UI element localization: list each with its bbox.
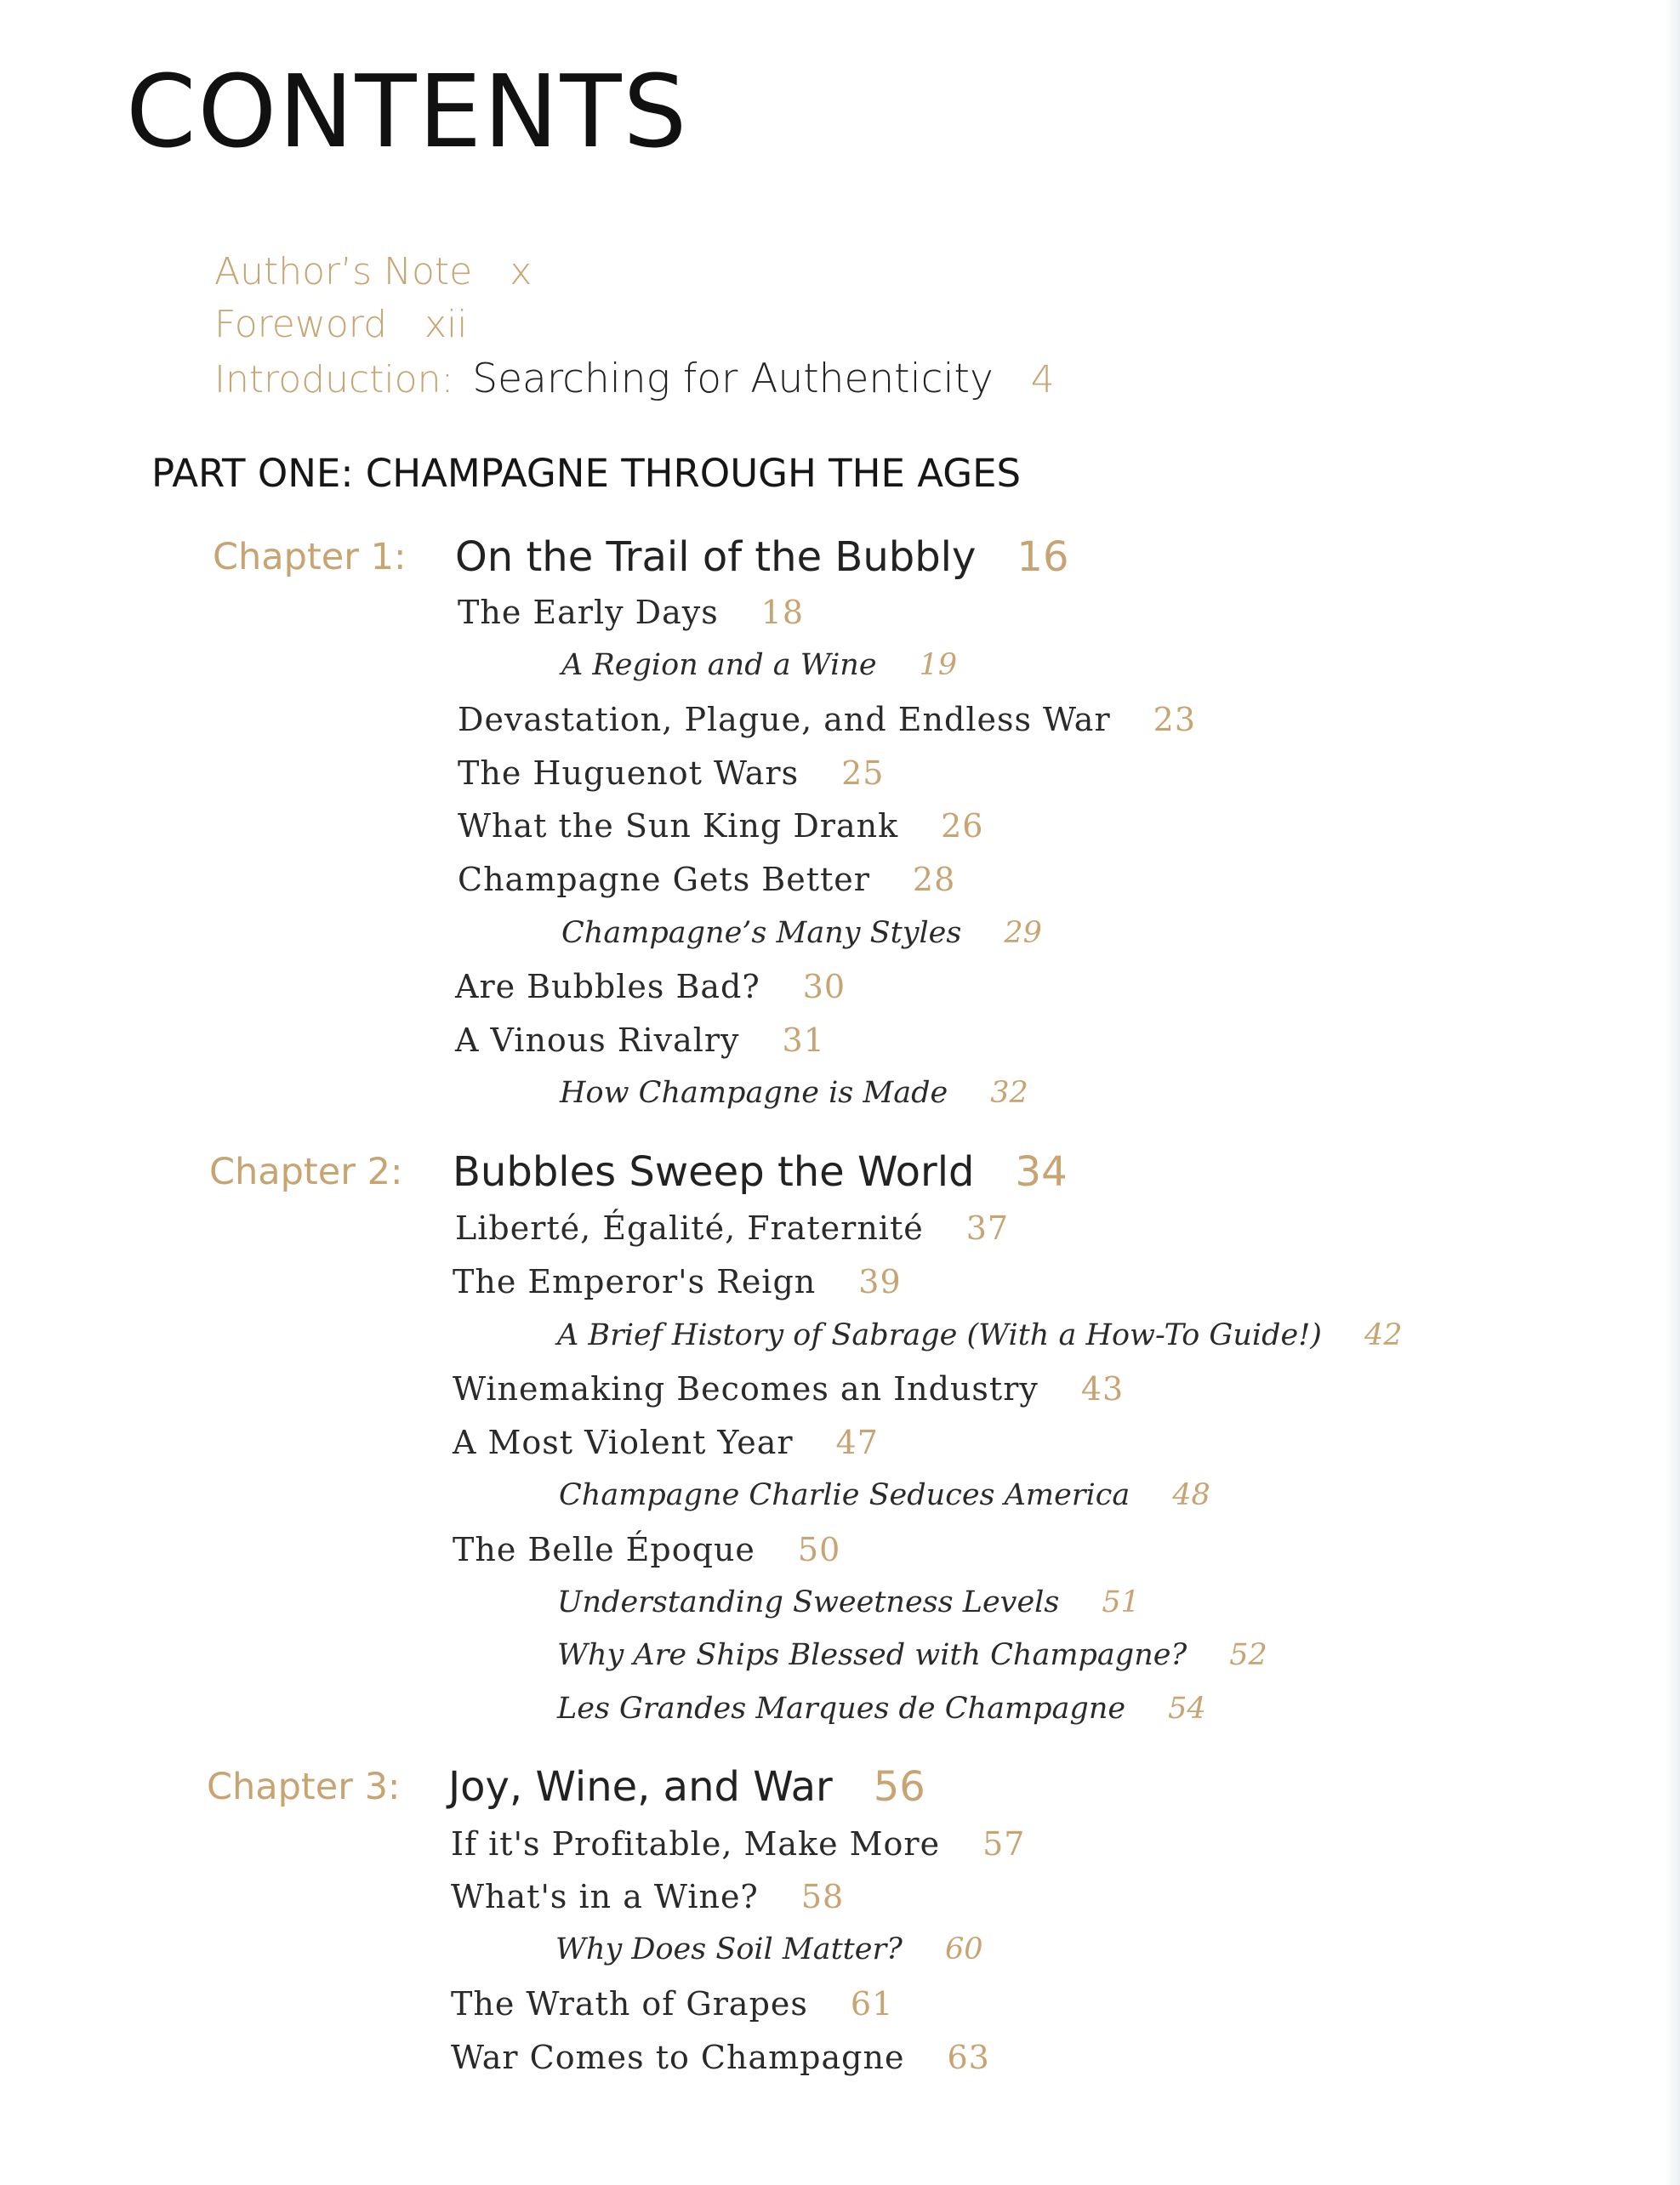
subsection-title: How Champagne is Made [560, 1076, 948, 1110]
section-title: A Vinous Rivalry [455, 1021, 740, 1059]
chapter-1-title[interactable] [455, 533, 1069, 581]
toc-subsection[interactable] [557, 1638, 1267, 1672]
page-number: 47 [835, 1424, 879, 1461]
entry-label: Foreword [214, 303, 388, 346]
toc-subsection[interactable] [559, 1478, 1210, 1512]
section-title: The Emperor's Reign [453, 1263, 817, 1300]
section-title: Are Bubbles Bad? [455, 968, 760, 1005]
page-number: 26 [941, 807, 984, 845]
toc-section[interactable] [451, 1825, 1026, 1863]
section-title: The Belle Époque [453, 1531, 755, 1568]
toc-section[interactable] [455, 1021, 825, 1059]
page-number: 39 [858, 1263, 902, 1300]
chapter-title-text: On the Trail of the Bubbly [455, 533, 977, 581]
section-title: If it's Profitable, Make More [451, 1825, 941, 1863]
toc-subsection[interactable] [560, 1078, 1028, 1108]
toc-section[interactable] [453, 1263, 902, 1300]
part-one-heading: PART ONE: CHAMPAGNE THROUGH THE AGES [151, 451, 1022, 496]
page-number: 63 [947, 2039, 990, 2076]
toc-subsection[interactable] [561, 648, 958, 682]
page-title: CONTENTS [126, 53, 689, 170]
page-number: 43 [1080, 1370, 1125, 1408]
page-number: 37 [965, 1209, 1010, 1247]
subsection-title: A Region and a Wine [561, 648, 877, 682]
page-number: x [510, 250, 532, 293]
toc-subsection[interactable] [555, 1932, 983, 1966]
toc-section[interactable] [458, 754, 885, 792]
toc-section[interactable] [458, 596, 804, 629]
toc-subsection[interactable] [557, 1694, 1206, 1724]
toc-section[interactable] [455, 1209, 1010, 1247]
section-title: What the Sun King Drank [458, 807, 899, 845]
toc-section[interactable] [451, 1985, 894, 2023]
page-number: 32 [990, 1076, 1028, 1110]
page-number: 42 [1364, 1318, 1403, 1352]
section-title: The Huguenot Wars [458, 754, 800, 792]
toc-entry-introduction[interactable] [214, 356, 1055, 402]
subsection-title: Champagne Charlie Seduces America [559, 1478, 1130, 1512]
section-title: War Comes to Champagne [451, 2039, 905, 2076]
page-number: 16 [1017, 533, 1069, 581]
toc-section[interactable] [458, 703, 1196, 736]
page-number: 61 [850, 1985, 894, 2023]
page-number: 30 [802, 968, 846, 1005]
toc-subsection[interactable] [561, 916, 1042, 950]
section-title: The Early Days [458, 594, 719, 631]
chapter-title-text: Joy, Wine, and War [448, 1763, 833, 1811]
page-number: 52 [1229, 1638, 1267, 1672]
chapter-1-label: Chapter 1: [213, 536, 407, 578]
chapter-2-title[interactable] [453, 1148, 1068, 1196]
page-number: 34 [1015, 1148, 1068, 1196]
page-number: 50 [797, 1531, 841, 1568]
subsection-title: Les Grandes Marques de Champagne [557, 1692, 1126, 1726]
toc-section[interactable] [453, 1533, 840, 1566]
toc-entry-authors-note[interactable] [214, 250, 532, 293]
entry-title: Searching for Authenticity [472, 356, 994, 402]
section-title: The Wrath of Grapes [451, 1985, 808, 2023]
section-title: Liberté, Égalité, Fraternité [455, 1209, 924, 1247]
entry-label: Introduction: [214, 358, 454, 401]
section-title: What's in a Wine? [451, 1878, 759, 1915]
chapter-3-title[interactable] [448, 1763, 925, 1811]
page-number: 54 [1168, 1692, 1206, 1726]
chapter-title-text: Bubbles Sweep the World [453, 1148, 975, 1196]
toc-section[interactable] [453, 1370, 1125, 1408]
toc-section[interactable] [451, 2041, 990, 2074]
page-number: 51 [1102, 1585, 1140, 1619]
page-number: 18 [760, 594, 805, 631]
page-number: 60 [944, 1932, 983, 1966]
toc-subsection[interactable] [557, 1585, 1140, 1619]
page-number: 57 [982, 1825, 1026, 1863]
page-number: 31 [782, 1021, 825, 1059]
page-number: 23 [1153, 701, 1196, 738]
section-title: Devastation, Plague, and Endless War [458, 701, 1111, 738]
toc-section[interactable] [458, 807, 984, 845]
toc-section[interactable] [453, 1426, 879, 1459]
page-number: 29 [1004, 916, 1042, 950]
chapter-2-label: Chapter 2: [209, 1151, 403, 1193]
page-number: 48 [1172, 1478, 1210, 1512]
page-number: 58 [800, 1878, 845, 1915]
section-title: Winemaking Becomes an Industry [453, 1370, 1039, 1408]
section-title: Champagne Gets Better [458, 861, 870, 898]
page-number: 25 [841, 754, 885, 792]
toc-subsection[interactable] [557, 1318, 1403, 1352]
page-number: 28 [912, 861, 956, 898]
toc-section[interactable] [455, 970, 846, 1003]
page-number: 4 [1030, 358, 1055, 401]
page-edge-shadow [1665, 0, 1680, 2185]
section-title: A Most Violent Year [453, 1424, 794, 1461]
page-number: xii [424, 303, 468, 346]
subsection-title: Champagne’s Many Styles [561, 916, 962, 950]
subsection-title: Why Are Ships Blessed with Champagne? [557, 1638, 1187, 1672]
subsection-title: A Brief History of Sabrage (With a How-To Guide!) [557, 1318, 1322, 1352]
entry-label: Author’s Note [214, 250, 473, 293]
page-number: 56 [873, 1763, 925, 1811]
toc-section[interactable] [451, 1878, 845, 1915]
subsection-title: Understanding Sweetness Levels [557, 1585, 1060, 1619]
toc-entry-foreword[interactable] [214, 303, 468, 346]
subsection-title: Why Does Soil Matter? [555, 1932, 903, 1966]
toc-section[interactable] [458, 863, 955, 896]
chapter-3-label: Chapter 3: [207, 1766, 401, 1808]
page-number: 19 [919, 648, 958, 682]
